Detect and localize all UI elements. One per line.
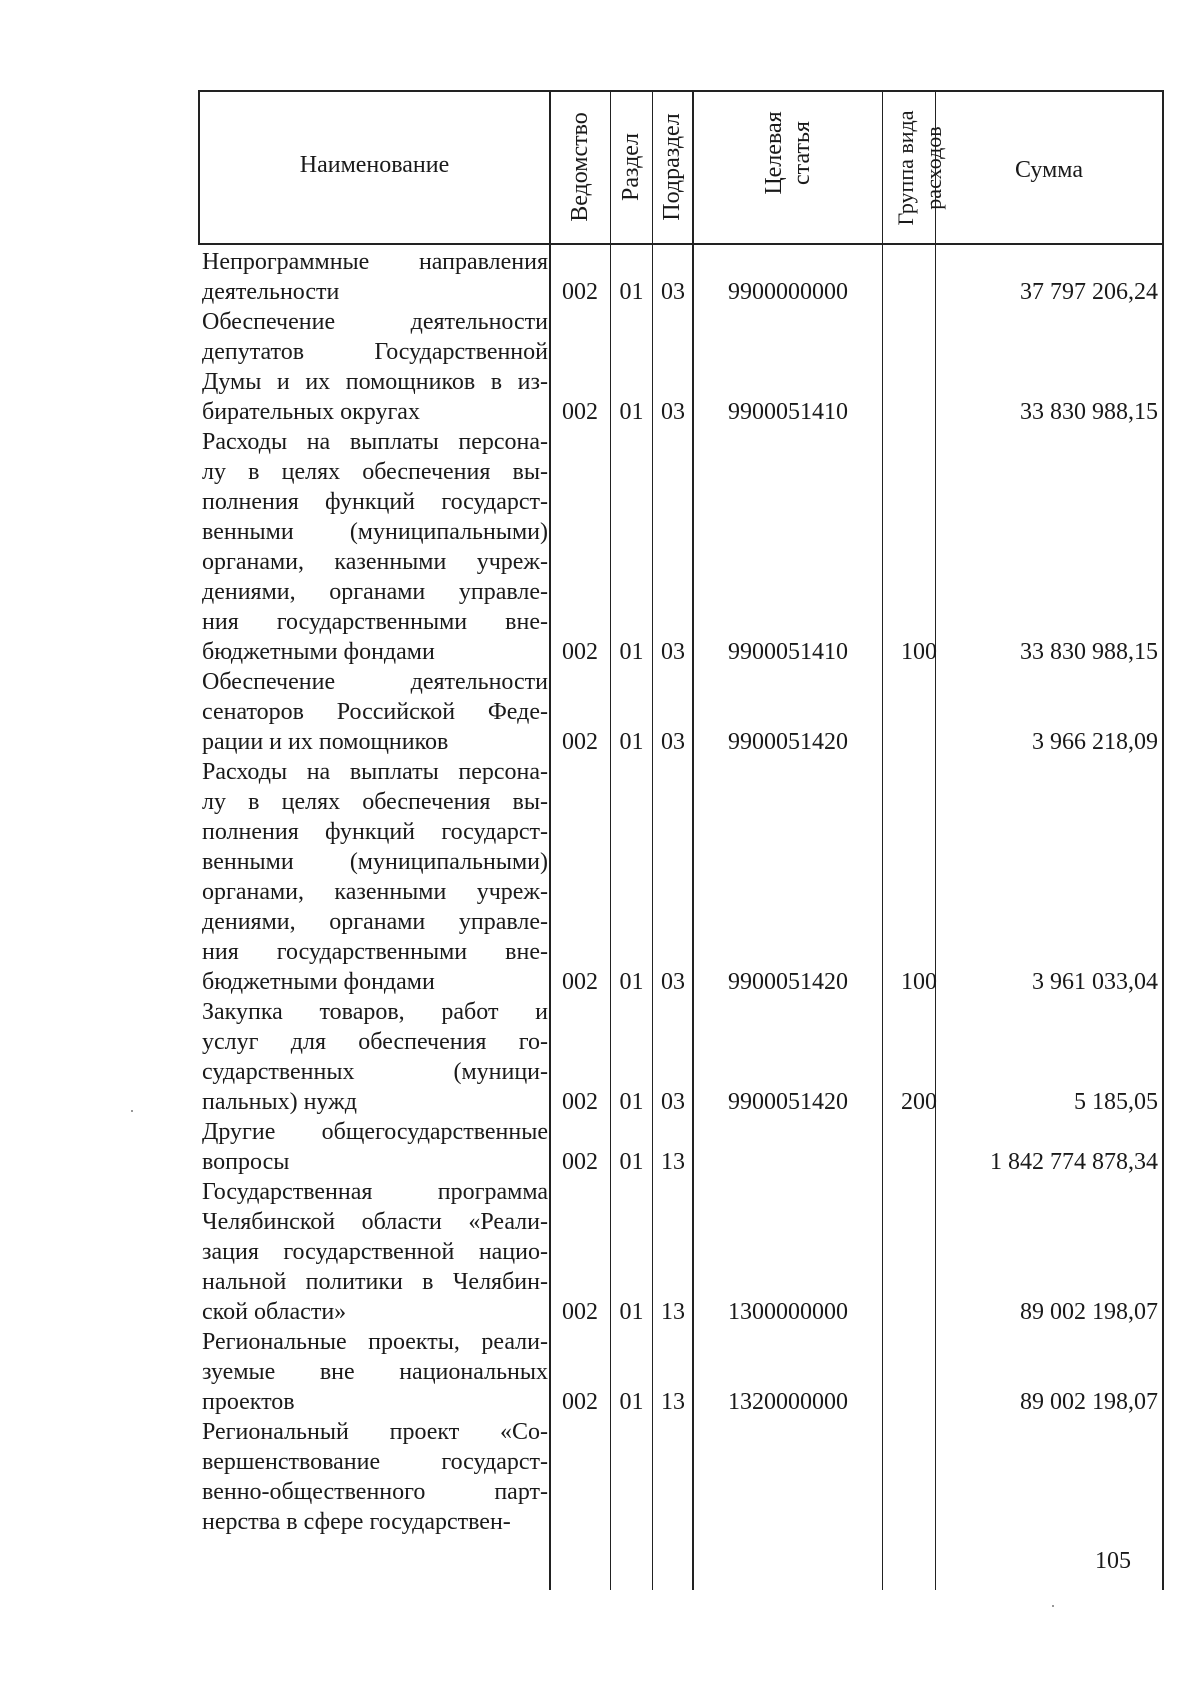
header-razdel: Раздел	[618, 133, 644, 201]
row-name-line: Другие общегосударственные	[202, 1119, 548, 1145]
row-name-line: Закупка товаров, работ и	[202, 999, 548, 1025]
row-name-line: ской области»	[202, 1299, 347, 1325]
col-divider-ved	[610, 92, 611, 1590]
row-name-line: ния государственными вне-	[202, 939, 548, 965]
row-name-line: дениями, органами управле-	[202, 909, 548, 935]
table-top-border	[198, 90, 1164, 92]
row-razdel: 01	[619, 729, 644, 755]
row-name-line: вопросы	[202, 1149, 290, 1175]
row-name-line: зуемые вне национальных	[202, 1359, 548, 1385]
row-podrazdel: 13	[661, 1149, 685, 1175]
row-razdel: 01	[619, 1149, 644, 1175]
row-summa: 5 185,05	[1074, 1089, 1158, 1115]
row-name-line: полнения функций государст-	[202, 489, 548, 515]
row-name-line: вершенствование государст-	[202, 1449, 548, 1475]
row-summa: 89 002 198,07	[1020, 1389, 1158, 1415]
row-name-line: лу в целях обеспечения вы-	[202, 789, 548, 815]
row-name-line: Обеспечение деятельности	[202, 669, 548, 695]
row-name-line: рации и их помощников	[202, 729, 449, 755]
header-celevaya	[760, 103, 816, 203]
row-podrazdel: 03	[661, 279, 685, 305]
row-celevaya: 1300000000	[728, 1299, 848, 1325]
row-name-line: сенаторов Российской Феде-	[202, 699, 548, 725]
header-name: Наименование	[299, 152, 450, 178]
row-celevaya: 9900051420	[728, 1089, 848, 1115]
row-summa: 33 830 988,15	[1020, 639, 1158, 665]
col-divider-razdel	[652, 92, 653, 1590]
row-name-line: ния государственными вне-	[202, 609, 548, 635]
col-divider-podrazdel	[692, 92, 694, 1590]
row-name-line: бюджетными фондами	[202, 639, 435, 665]
row-name-line: услуг для обеспечения го-	[202, 1029, 548, 1055]
row-name-line: венно-общественного парт-	[202, 1479, 548, 1505]
row-name-line: лу в целях обеспечения вы-	[202, 459, 548, 485]
row-name-line: венными (муниципальными)	[202, 849, 548, 875]
row-name-line: проектов	[202, 1389, 295, 1415]
col-divider-name	[549, 90, 551, 1590]
row-celevaya: 9900051420	[728, 969, 848, 995]
row-name-line: Региональный проект «Со-	[202, 1419, 548, 1445]
row-razdel: 01	[619, 1089, 644, 1115]
row-celevaya: 9900051410	[728, 399, 848, 425]
row-vedomstvo: 002	[562, 639, 598, 665]
header-vedomstvo: Ведомство	[567, 112, 593, 222]
row-name-line: Расходы на выплаты персона-	[202, 429, 548, 455]
row-celevaya: 9900051420	[728, 729, 848, 755]
row-razdel: 01	[619, 639, 644, 665]
row-name-line: сударственных (муници-	[202, 1059, 548, 1085]
row-name-line: депутатов Государственной	[202, 339, 548, 365]
row-celevaya: 1320000000	[728, 1389, 848, 1415]
row-vedomstvo: 002	[562, 1149, 598, 1175]
row-podrazdel: 03	[661, 399, 685, 425]
row-summa: 1 842 774 878,34	[990, 1149, 1158, 1175]
row-name-line: дениями, органами управле-	[202, 579, 548, 605]
table-right-border	[1162, 92, 1164, 1590]
col-divider-gruppa	[935, 92, 936, 1590]
row-vedomstvo: 002	[562, 1299, 598, 1325]
row-vedomstvo: 002	[562, 1389, 598, 1415]
row-vedomstvo: 002	[562, 729, 598, 755]
header-gruppa-line2: расходов	[921, 126, 946, 210]
row-podrazdel: 03	[661, 1089, 685, 1115]
row-summa: 3 961 033,04	[1032, 969, 1158, 995]
row-celevaya: 9900000000	[728, 279, 848, 305]
row-summa: 3 966 218,09	[1032, 729, 1158, 755]
row-name-line: нерства в сфере государствен-	[202, 1509, 511, 1535]
row-vedomstvo: 002	[562, 399, 598, 425]
row-gruppa: 100	[901, 639, 937, 665]
row-razdel: 01	[619, 399, 644, 425]
row-name-line: Расходы на выплаты персона-	[202, 759, 548, 785]
page-number: 105	[1095, 1548, 1131, 1574]
row-name-line: полнения функций государст-	[202, 819, 548, 845]
row-name-line: венными (муниципальными)	[202, 519, 548, 545]
scan-speck	[131, 1110, 133, 1112]
row-razdel: 01	[619, 1299, 644, 1325]
row-razdel: 01	[619, 969, 644, 995]
row-razdel: 01	[619, 279, 644, 305]
row-name-line: органами, казенными учреж-	[202, 549, 548, 575]
row-summa: 33 830 988,15	[1020, 399, 1158, 425]
header-gruppa-line1: Группа вида	[893, 110, 918, 226]
row-name-line: Государственная программа	[202, 1179, 548, 1205]
header-celevaya-line1: Целевая	[761, 111, 787, 195]
row-podrazdel: 13	[661, 1389, 685, 1415]
header-summa: Сумма	[1015, 157, 1083, 183]
row-vedomstvo: 002	[562, 279, 598, 305]
header-celevaya-line2: статья	[789, 121, 815, 185]
header-podrazdel: Подраздел	[659, 113, 685, 221]
row-name-line: деятельности	[202, 279, 340, 305]
row-gruppa: 200	[901, 1089, 937, 1115]
row-name-line: пальных) нужд	[202, 1089, 357, 1115]
row-podrazdel: 03	[661, 639, 685, 665]
row-name-line: Непрограммные направления	[202, 249, 548, 275]
col-divider-celevaya	[882, 92, 883, 1590]
row-podrazdel: 03	[661, 729, 685, 755]
row-podrazdel: 13	[661, 1299, 685, 1325]
row-name-line: бюджетными фондами	[202, 969, 435, 995]
row-vedomstvo: 002	[562, 1089, 598, 1115]
row-name-line: Обеспечение деятельности	[202, 309, 548, 335]
scan-speck	[1052, 1605, 1054, 1607]
row-name-line: Думы и их помощников в из-	[202, 369, 548, 395]
row-razdel: 01	[619, 1389, 644, 1415]
row-celevaya: 9900051410	[728, 639, 848, 665]
header-bottom-border	[198, 243, 1164, 245]
row-name-line: органами, казенными учреж-	[202, 879, 548, 905]
row-podrazdel: 03	[661, 969, 685, 995]
row-summa: 89 002 198,07	[1020, 1299, 1158, 1325]
row-name-line: Челябинской области «Реали-	[202, 1209, 548, 1235]
row-name-line: нальной политики в Челябин-	[202, 1269, 548, 1295]
row-name-line: зация государственной нацио-	[202, 1239, 548, 1265]
row-vedomstvo: 002	[562, 969, 598, 995]
row-name-line: Региональные проекты, реали-	[202, 1329, 548, 1355]
row-gruppa: 100	[901, 969, 937, 995]
row-summa: 37 797 206,24	[1020, 279, 1158, 305]
row-name-line: бирательных округах	[202, 399, 420, 425]
